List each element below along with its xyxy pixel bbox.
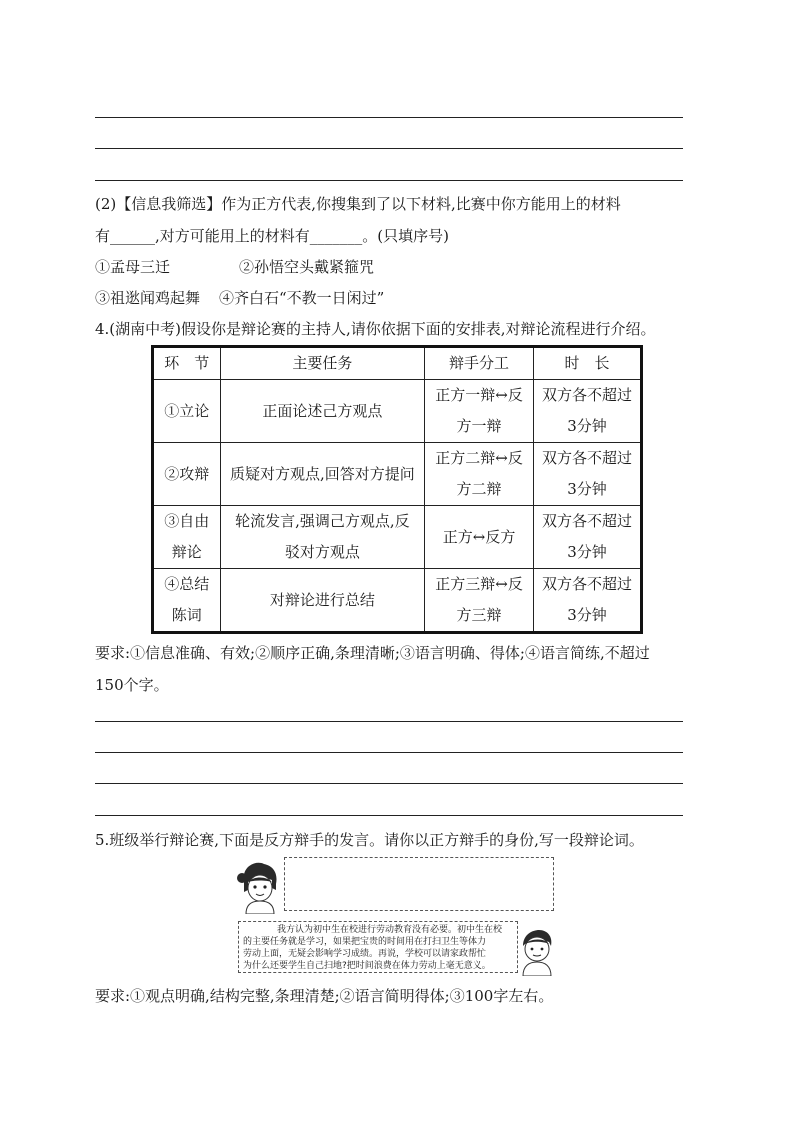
cell-text: 方三辩 [456, 606, 502, 624]
table-row [153, 569, 642, 633]
cell-text: ①立论 [164, 401, 210, 420]
q4-requirements-line2: 150个字。 [95, 676, 169, 694]
cell-roles [425, 506, 534, 569]
cell-stage [153, 380, 221, 443]
answer-line[interactable] [95, 783, 683, 784]
cell-text: 陈词 [171, 606, 202, 624]
answer-line[interactable] [95, 148, 683, 149]
cell-time [533, 506, 641, 569]
q5-requirements: 要求:①观点明确,结构完整,条理清楚;②语言简明得体;③100字左右。 [95, 987, 554, 1005]
q4-prompt: 4.(湖南中考)假设你是辩论赛的主持人,请你依据下面的安排表,对辩论流程进行介绍。 [95, 320, 656, 338]
cell-time [533, 380, 641, 443]
cell-task [220, 569, 425, 633]
q5-prompt: 5.班级举行辩论赛,下面是反方辩手的发言。请你以正方辩手的身份,写一段辩论词。 [95, 831, 644, 849]
cell-text: 质疑对方观点,回答对方提问 [229, 464, 415, 483]
cell-time [533, 569, 641, 633]
cell-text: 方一辩 [456, 417, 502, 435]
cell-roles [425, 380, 534, 443]
cell-text: 3分钟 [567, 543, 607, 561]
answer-line[interactable] [95, 752, 683, 753]
q2-option-4: ④齐白石“不教一日闲过” [219, 289, 385, 307]
boy-illustration [519, 928, 555, 976]
cell-text: 轮流发言,强调己方观点,反 [235, 512, 410, 530]
q2-prompt-line2: 有______,对方可能用上的材料有_______。(只填序号) [95, 227, 449, 245]
table-header-row [153, 347, 642, 380]
cell-text: 正面论述己方观点 [262, 401, 383, 420]
q2-prompt-line1: (2)【信息我筛选】作为正方代表,你搜集到了以下材料,比赛中你方能用上的材料 [95, 195, 621, 213]
girl-illustration [236, 858, 282, 914]
cell-text: 对辩论进行总结 [269, 590, 375, 609]
cell-text: ④总结 [164, 575, 210, 593]
cell-text: 辩论 [171, 543, 202, 561]
answer-line[interactable] [95, 721, 683, 722]
table-row [153, 380, 642, 443]
debate-schedule-table [151, 345, 643, 634]
cell-stage [153, 443, 221, 506]
q2-option-1: ①孟母三迁 [95, 258, 171, 276]
cell-text: 双方各不超过 [541, 512, 632, 530]
cell-text: 驳对方观点 [284, 543, 360, 561]
q2-option-3: ③祖逖闻鸡起舞 [95, 289, 201, 307]
q4-requirements-line1: 要求:①信息准确、有效;②顺序正确,条理清晰;③语言明确、得体;④语言简练,不超过 [95, 644, 650, 662]
header-stage: 环 节 [153, 347, 221, 380]
cell-text: 3分钟 [567, 417, 607, 435]
cell-task [220, 443, 425, 506]
opponent-speech-bubble [238, 921, 518, 973]
q2-option-2: ②孙悟空头戴紧箍咒 [239, 258, 375, 276]
cell-text: 3分钟 [567, 480, 607, 498]
table-row [153, 443, 642, 506]
cell-stage [153, 506, 221, 569]
answer-line[interactable] [95, 117, 683, 118]
cell-text: 正方二辩↔反 [435, 449, 523, 467]
cell-stage [153, 569, 221, 633]
blank-speech-bubble[interactable] [284, 857, 554, 911]
cell-text: 双方各不超过 [541, 386, 632, 404]
cell-text: 正方↔反方 [442, 527, 516, 546]
speech-line: 为什么还要学生自己扫地?把时间浪费在体力劳动上毫无意义。 [243, 961, 491, 971]
header-time: 时 长 [533, 347, 641, 380]
cell-text: 3分钟 [567, 606, 607, 624]
cell-task [220, 506, 425, 569]
cell-text: 正方一辩↔反 [435, 386, 523, 404]
cell-text: 双方各不超过 [541, 575, 632, 593]
cell-text: 方二辩 [456, 480, 502, 498]
header-roles: 辩手分工 [425, 347, 534, 380]
speech-line: 的主要任务就是学习，如果把宝贵的时间用在打扫卫生等体力 [243, 937, 487, 947]
answer-line[interactable] [95, 180, 683, 181]
header-task: 主要任务 [220, 347, 425, 380]
cell-text: 正方三辩↔反 [435, 575, 523, 593]
cell-task [220, 380, 425, 443]
cell-roles [425, 569, 534, 633]
cell-time [533, 443, 641, 506]
speech-line: 我方认为初中生在校进行劳动教育没有必要。初中生在校 [277, 925, 503, 935]
cell-text: ②攻辩 [164, 464, 210, 483]
cell-text: 双方各不超过 [541, 449, 632, 467]
answer-line[interactable] [95, 815, 683, 816]
speech-line: 劳动上面，无疑会影响学习成绩。再说，学校可以请家政帮忙 [243, 949, 487, 959]
table-row [153, 506, 642, 569]
cell-roles [425, 443, 534, 506]
cell-text: ③自由 [164, 512, 210, 530]
